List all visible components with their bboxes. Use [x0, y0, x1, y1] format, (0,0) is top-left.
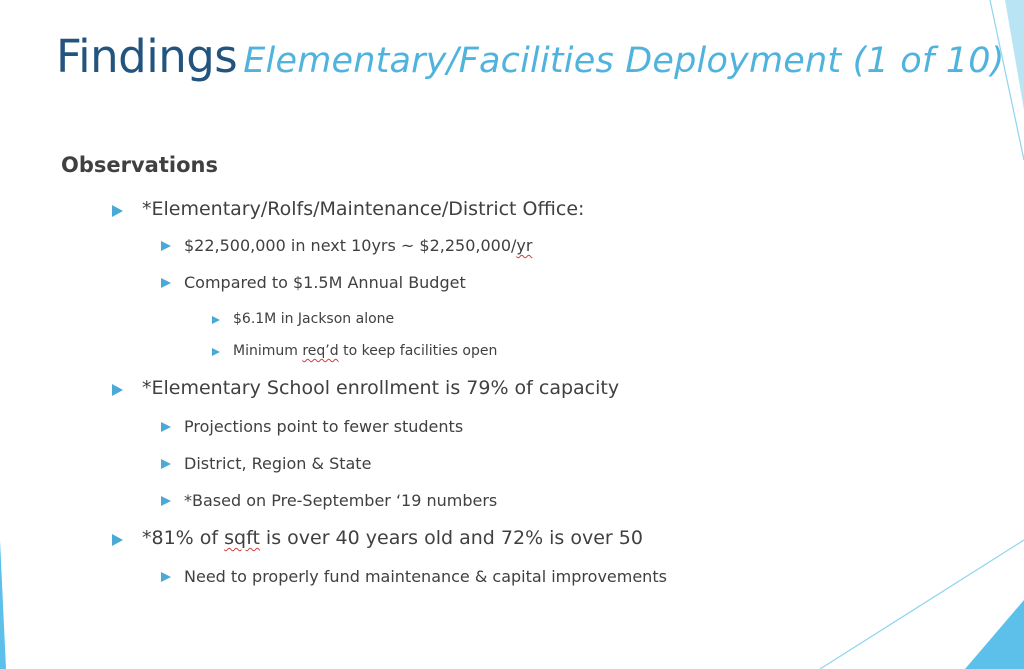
bullet-1-sub-2-a-text: $6.1M in Jackson alone [233, 311, 395, 327]
bullet-2-sub-3 [184, 491, 497, 510]
bullet-1-sub-2-text: Compared to $1.5M Annual Budget [184, 273, 466, 292]
bullet-arrow-icon [161, 496, 171, 506]
bullet-2 [142, 377, 619, 399]
bullet-1-sub-2-b-post: to keep facilities open [338, 343, 498, 359]
bullet-1-sub-2 [184, 273, 466, 292]
bullet-1-sub-1-text: $22,500,000 in next 10yrs ~ $2,250,000/ [184, 236, 517, 255]
bullet-arrow-icon [112, 534, 123, 546]
bullet-2-sub-1 [184, 417, 463, 436]
bullet-3-post: is over 40 years old and 72% is over 50 [259, 527, 643, 549]
bullet-1-text: *Elementary/Rolfs/Maintenance/District Office: [142, 198, 585, 220]
bullet-1-sub-2-b-pre: Minimum [233, 343, 303, 359]
bullet-arrow-icon [161, 241, 171, 251]
decor-shape-left [0, 540, 6, 669]
bullet-3-sub-1 [184, 567, 667, 586]
bullet-arrow-icon [212, 316, 220, 324]
spellcheck-word: sqft [224, 527, 260, 549]
bullet-arrow-icon [161, 422, 171, 432]
decor-shape-top [1005, 0, 1024, 110]
bullet-arrow-icon [161, 459, 171, 469]
title-main: Findings [56, 30, 238, 83]
bullet-arrow-icon [112, 384, 123, 396]
bullet-1-sub-1 [184, 236, 532, 255]
spellcheck-word: yr [516, 236, 533, 255]
bullet-arrow-icon [161, 572, 171, 582]
bullet-2-sub-2 [184, 454, 371, 473]
bullet-3-sub-1-text: Need to properly fund maintenance & capital improvements [184, 567, 667, 586]
bullet-2-text: *Elementary School enrollment is 79% of capacity [142, 377, 620, 399]
spellcheck-word: req’d [302, 343, 339, 359]
bullet-arrow-icon [212, 348, 220, 356]
bullet-arrow-icon [161, 278, 171, 288]
bullet-2-sub-1-text: Projections point to fewer students [184, 417, 464, 436]
title-subtitle: Elementary/Facilities Deployment (1 of 10) [243, 41, 1005, 81]
section-heading: Observations [61, 153, 218, 177]
bullet-2-sub-2-text: District, Region & State [184, 454, 372, 473]
bullet-3 [142, 527, 643, 549]
slide-title [56, 30, 1005, 83]
bullet-3-pre: *81% of [142, 527, 225, 549]
bullet-arrow-icon [112, 205, 123, 217]
bullet-2-sub-3-text: *Based on Pre-September ‘19 numbers [184, 491, 498, 510]
bullet-1-sub-2-a [233, 311, 394, 327]
decor-shape-bottom [965, 600, 1024, 669]
bullet-1 [142, 198, 584, 220]
bullet-1-sub-2-b [233, 343, 497, 359]
